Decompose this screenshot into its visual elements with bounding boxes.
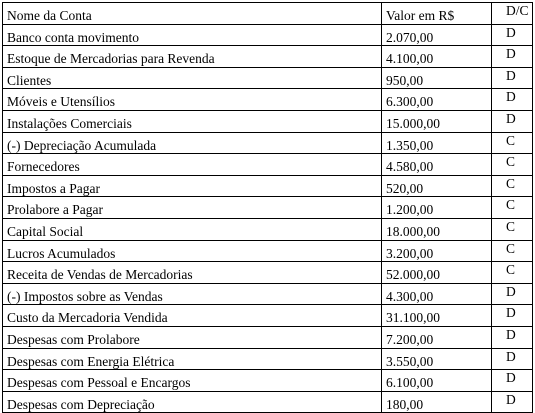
debit-credit-cell: D <box>492 89 533 111</box>
value-cell: 4.580,00 <box>382 154 492 176</box>
debit-credit-cell: D <box>492 110 533 132</box>
debit-credit-cell: D <box>492 305 533 327</box>
value-cell: 2.070,00 <box>382 24 492 46</box>
debit-credit-cell: C <box>492 240 533 262</box>
table-row <box>3 262 533 284</box>
value-cell: 52.000,00 <box>382 262 492 284</box>
account-name-cell: Despesas com Prolabore <box>3 326 382 348</box>
account-name-cell: Despesas com Depreciação <box>3 391 382 413</box>
table-row <box>3 110 533 132</box>
table-row <box>3 240 533 262</box>
value-cell: 1.350,00 <box>382 132 492 154</box>
table-row <box>3 132 533 154</box>
debit-credit-cell: D <box>492 67 533 89</box>
debit-credit-cell: C <box>492 154 533 176</box>
debit-credit-cell: D <box>492 24 533 46</box>
account-name-cell: (-) Impostos sobre as Vendas <box>3 283 382 305</box>
value-cell: 3.200,00 <box>382 240 492 262</box>
table-row <box>3 305 533 327</box>
debit-credit-cell: D <box>492 391 533 413</box>
value-cell: 6.300,00 <box>382 89 492 111</box>
table-row <box>3 391 533 413</box>
debit-credit-cell: C <box>492 175 533 197</box>
debit-credit-cell: D <box>492 283 533 305</box>
header-account-name: Nome da Conta <box>3 3 382 25</box>
value-cell: 6.100,00 <box>382 370 492 392</box>
value-cell: 3.550,00 <box>382 348 492 370</box>
account-name-cell: Despesas com Energia Elétrica <box>3 348 382 370</box>
debit-credit-cell: D <box>492 348 533 370</box>
table-row <box>3 89 533 111</box>
debit-credit-cell: C <box>492 218 533 240</box>
debit-credit-cell: D <box>492 326 533 348</box>
table-row <box>3 67 533 89</box>
value-cell: 4.300,00 <box>382 283 492 305</box>
value-cell: 15.000,00 <box>382 110 492 132</box>
table-row <box>3 326 533 348</box>
account-name-cell: Prolabore a Pagar <box>3 197 382 219</box>
account-name-cell: Clientes <box>3 67 382 89</box>
debit-credit-cell: D <box>492 46 533 68</box>
account-name-cell: Fornecedores <box>3 154 382 176</box>
value-cell: 31.100,00 <box>382 305 492 327</box>
value-cell: 7.200,00 <box>382 326 492 348</box>
value-cell: 18.000,00 <box>382 218 492 240</box>
table-row <box>3 348 533 370</box>
table-row <box>3 24 533 46</box>
table-row <box>3 46 533 68</box>
account-name-cell: Custo da Mercadoria Vendida <box>3 305 382 327</box>
account-name-cell: Lucros Acumulados <box>3 240 382 262</box>
value-cell: 950,00 <box>382 67 492 89</box>
account-name-cell: Receita de Vendas de Mercadorias <box>3 262 382 284</box>
value-cell: 180,00 <box>382 391 492 413</box>
accounts-table <box>2 2 533 413</box>
table-row <box>3 154 533 176</box>
account-name-cell: Banco conta movimento <box>3 24 382 46</box>
debit-credit-cell: C <box>492 197 533 219</box>
account-name-cell: Impostos a Pagar <box>3 175 382 197</box>
account-name-cell: Capital Social <box>3 218 382 240</box>
table-row <box>3 283 533 305</box>
table-row <box>3 218 533 240</box>
value-cell: 520,00 <box>382 175 492 197</box>
account-name-cell: Instalações Comerciais <box>3 110 382 132</box>
debit-credit-cell: C <box>492 132 533 154</box>
account-name-cell: Despesas com Pessoal e Encargos <box>3 370 382 392</box>
value-cell: 4.100,00 <box>382 46 492 68</box>
debit-credit-cell: C <box>492 262 533 284</box>
header-value: Valor em R$ <box>382 3 492 25</box>
header-row <box>3 3 533 25</box>
debit-credit-cell: D <box>492 370 533 392</box>
table-row <box>3 175 533 197</box>
value-cell: 1.200,00 <box>382 197 492 219</box>
account-name-cell: Estoque de Mercadorias para Revenda <box>3 46 382 68</box>
account-name-cell: (-) Depreciação Acumulada <box>3 132 382 154</box>
table-row <box>3 197 533 219</box>
header-debit-credit: D/C <box>492 3 533 25</box>
table-row <box>3 370 533 392</box>
account-name-cell: Móveis e Utensílios <box>3 89 382 111</box>
